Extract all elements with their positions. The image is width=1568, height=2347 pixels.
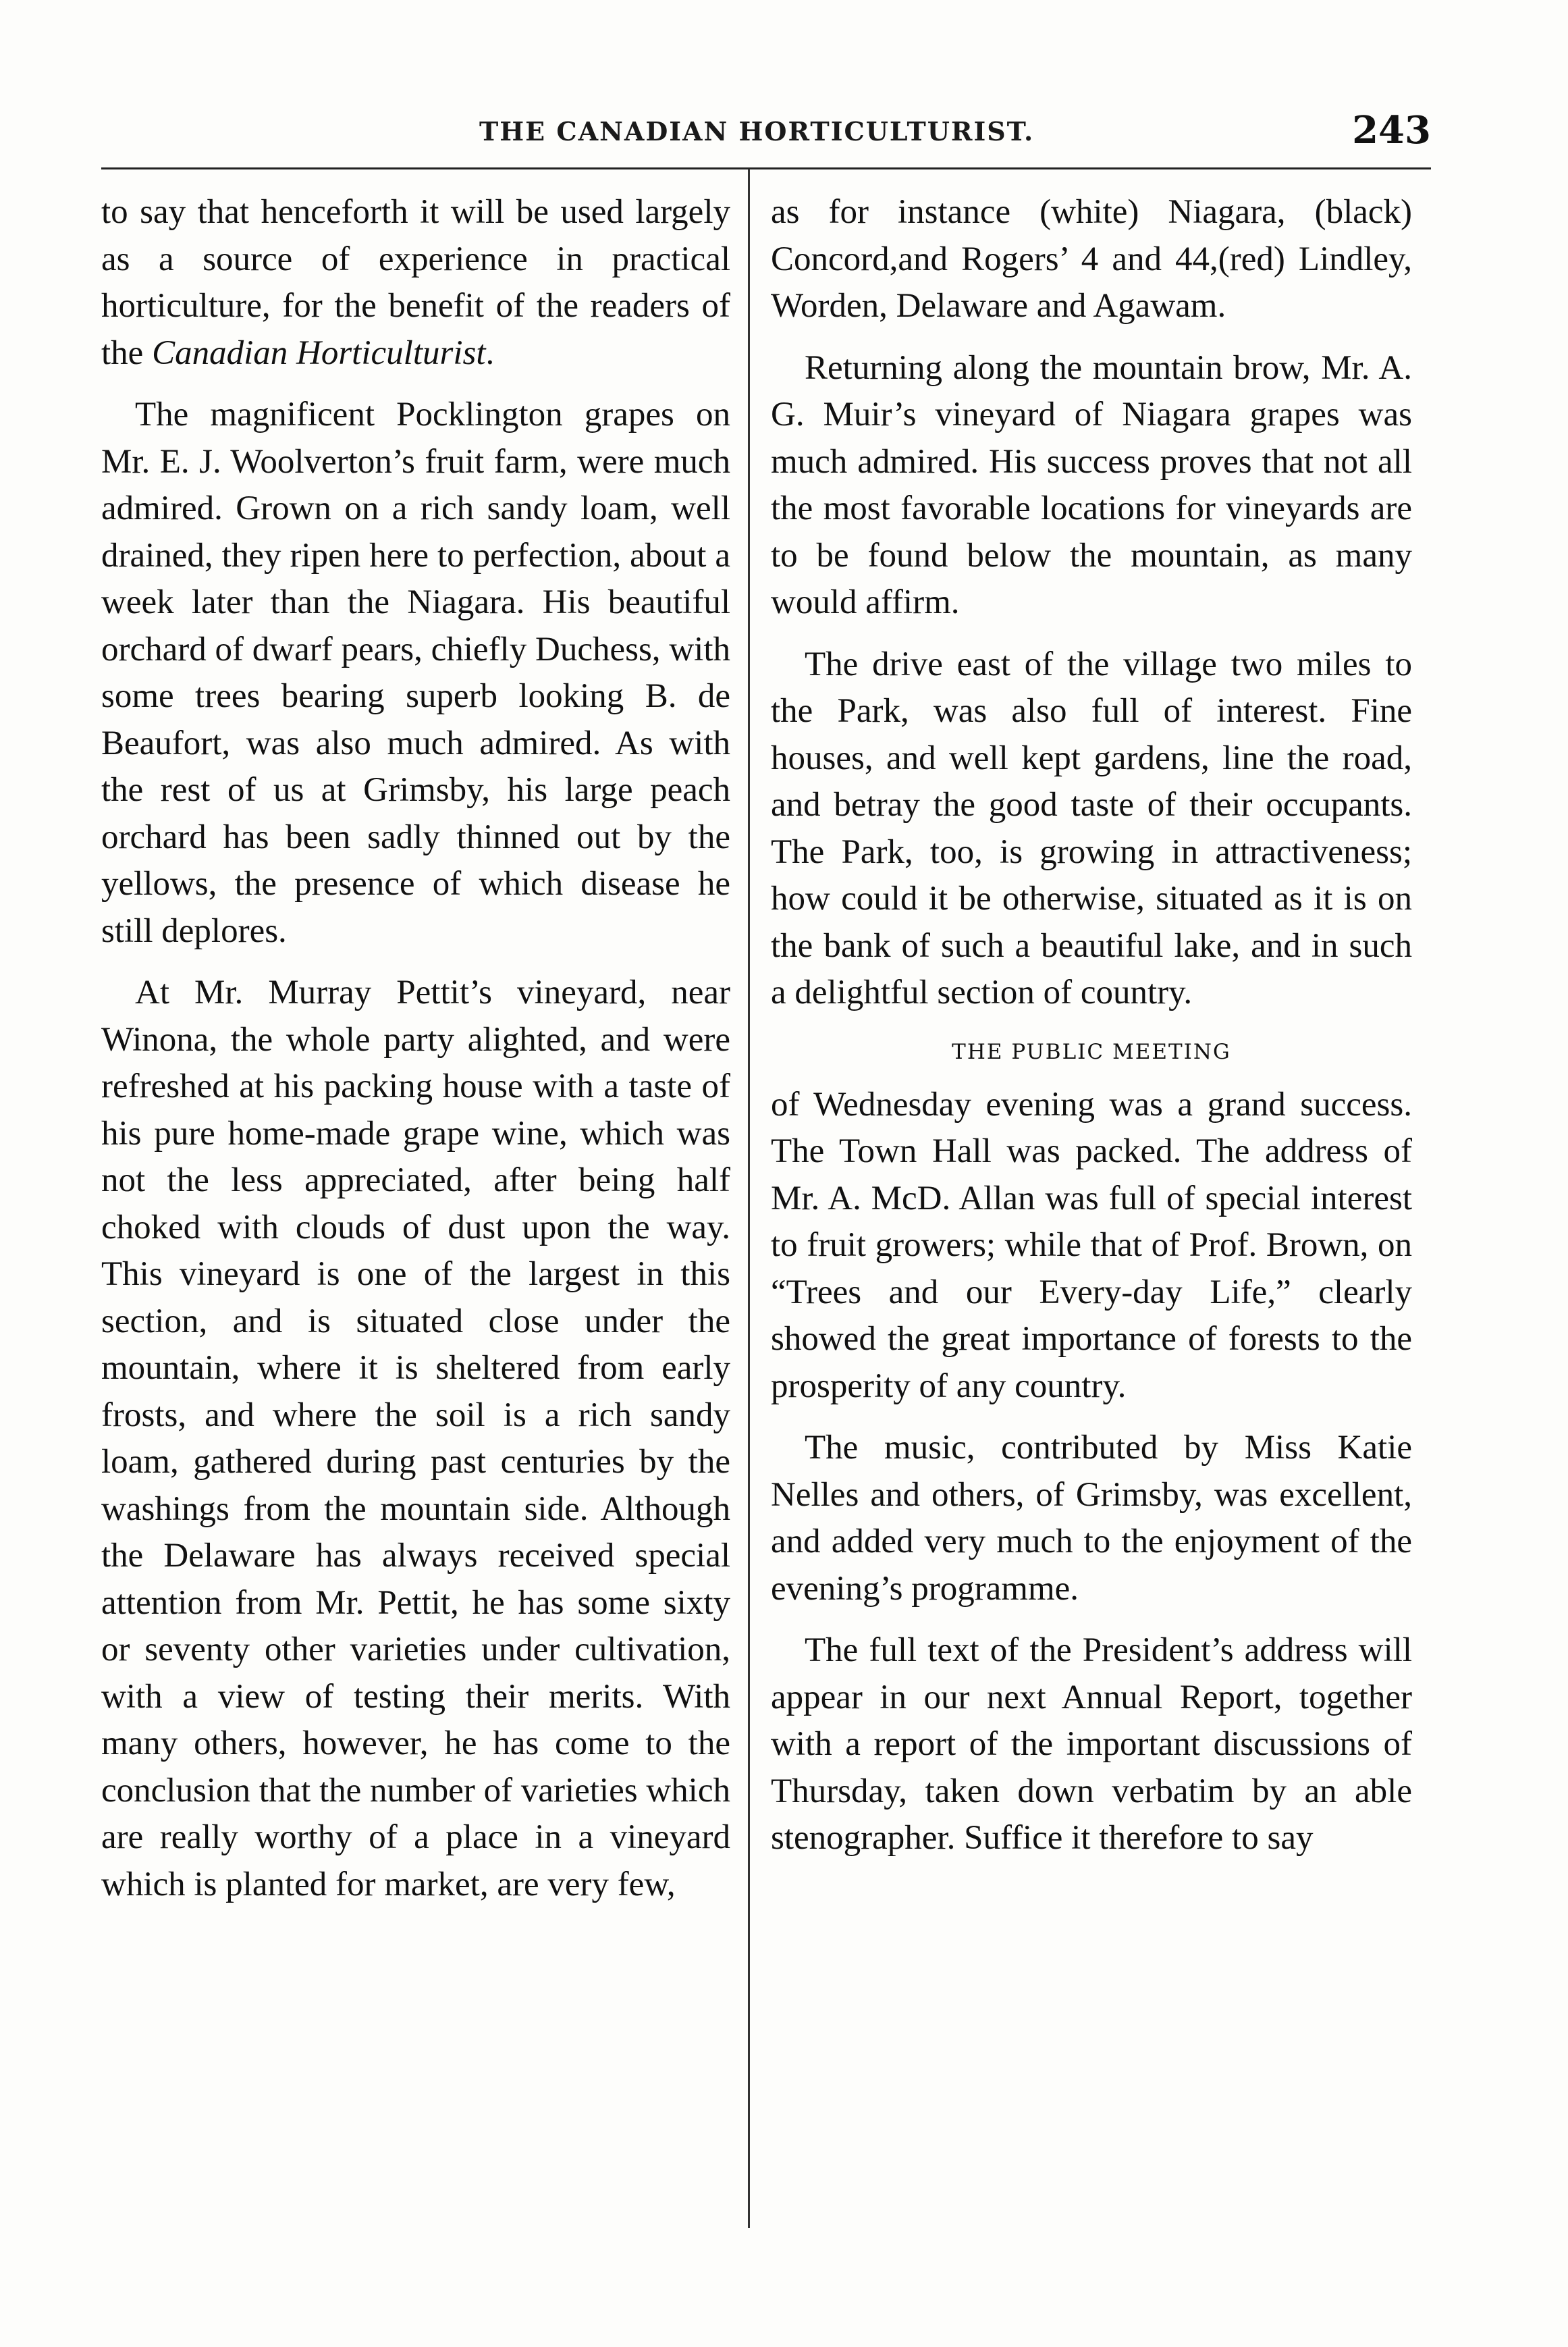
header-rule: [101, 167, 1431, 169]
paragraph: The full text of the President’s address will appear in our next Annual Report, together with a report of the important discussions of Thursday, taken down verbatim by an able stenographer. Suffice it therefore to say: [771, 1631, 1412, 1857]
column-divider: [748, 169, 750, 2228]
page-number: 243: [1352, 108, 1431, 153]
paragraph-text: .: [485, 334, 495, 372]
running-head: [101, 101, 1431, 162]
section-heading: THE PUBLIC MEETING: [952, 1039, 1231, 1064]
running-title: THE CANADIAN HORTICULTURIST.: [479, 116, 1035, 147]
paragraph: Returning along the mountain brow, Mr. A. G. Muir’s vineyard of Niagara grapes was much admired. His success proves that not all the most favorable locations for vineyards are to be found below the mountain, as many would affirm.: [771, 348, 1412, 621]
paragraph: The music, contributed by Miss Katie Nelles and others, of Grimsby, was excellent, and added very much to the enjoyment of the evening’s programme.: [771, 1429, 1412, 1608]
paragraph: The drive east of the village two miles to the Park, was also full of interest. Fine houses, and well kept gardens, line the road, and betray the good taste of their occupants. The Park, too, is growing in attractiveness; how could it be otherwise, situated as it is on the bank of such a beautiful lake, and in such a delightful section of country.: [771, 645, 1412, 1011]
paragraph: of Wednesday evening was a grand success. The Town Hall was packed. The address of Mr. A. McD. Allan was full of special interest to fruit growers; while that of Prof. Brown, on “Trees and our Every-day Life,” clearly showed the great importance of forests to the prosperity of any country.: [771, 1085, 1412, 1405]
left-column: [101, 189, 730, 2228]
paragraph: [101, 189, 730, 377]
paragraph-text: to say that henceforth it will be used largely as a source of experience in practical horticulture, for the benefit of the readers of the: [101, 193, 730, 372]
right-column: [771, 189, 1412, 2228]
journal-name: Canadian Horticulturist: [152, 334, 486, 372]
paragraph: The magnificent Pocklington grapes on Mr. E. J. Woolverton’s fruit farm, were much admired. Grown on a rich sandy loam, well drained, they ripen here to perfection, about a week later than the Niagara. His beautiful orchard of dwarf pears, chiefly Duchess, with some trees bearing superb looking B. de Beaufort, was also much admired. As with the rest of us at Grimsby, his large peach orchard has been sadly thinned out by the yellows, the presence of which disease he still deplores.: [101, 396, 730, 950]
paragraph: At Mr. Murray Pettit’s vineyard, near Winona, the whole party alighted, and were refreshed at his packing house with a taste of his pure home-made grape wine, which was not the less appreciated, after being half choked with clouds of dust upon the way. This vineyard is one of the largest in this section, and is situated close under the mountain, where it is sheltered from early frosts, and where the soil is a rich sandy loam, gathered during past centuries by the washings from the mountain side. Although the Delaware has always received special attention from Mr. Pettit, he has some sixty or seventy other varieties under cultivation, with a view of testing their merits. With many others, however, he has come to the conclusion that the number of varieties which are really worthy of a place in a vineyard which is planted for market, are very few,: [101, 974, 730, 1903]
paragraph: as for instance (white) Niagara, (black) Concord,and Rogers’ 4 and 44,(red) Lindley, Worden, Delaware and Agawam.: [771, 193, 1412, 325]
